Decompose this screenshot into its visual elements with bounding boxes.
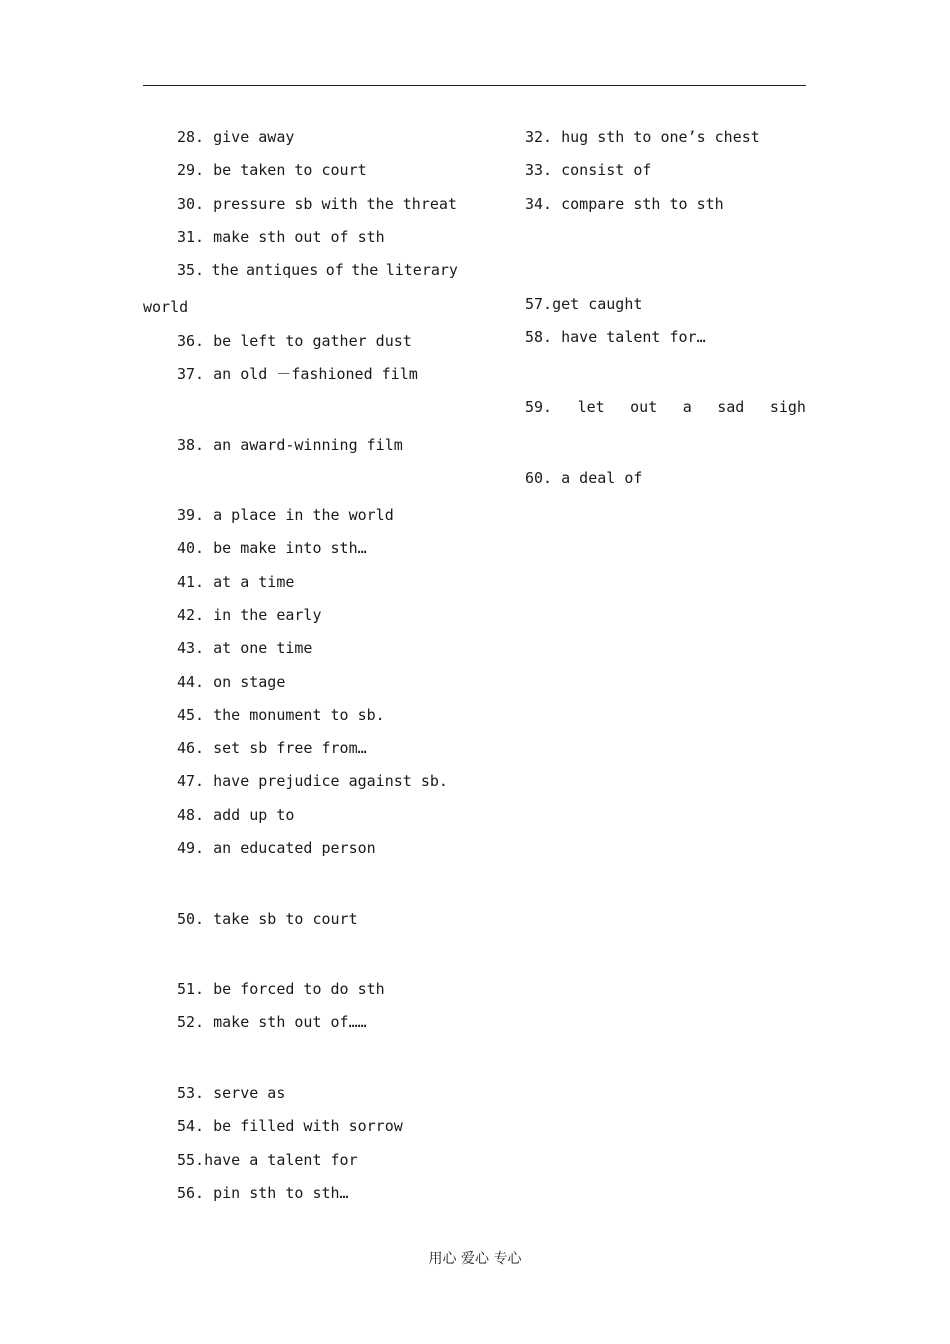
phrase-60: 60. a deal of xyxy=(525,469,643,487)
phrase-41: 41. at a time xyxy=(177,573,295,591)
phrase-40: 40. be make into sth… xyxy=(177,539,367,557)
phrase-28: 28. give away xyxy=(177,128,295,146)
phrase-35-word: antiques xyxy=(246,261,319,279)
phrase-38: 38. an award-winning film xyxy=(177,436,403,454)
phrase-59-word: out xyxy=(630,398,658,416)
phrase-59-number: 59. xyxy=(525,398,553,416)
page-footer: 用心 爱心 专心 xyxy=(428,1251,522,1267)
phrase-56: 56. pin sth to sth… xyxy=(177,1184,349,1202)
phrase-46: 46. set sb free from… xyxy=(177,739,367,757)
phrase-43: 43. at one time xyxy=(177,639,313,657)
phrase-36: 36. be left to gather dust xyxy=(177,332,412,350)
phrase-37: 37. an old －fashioned film xyxy=(177,365,418,383)
phrase-48: 48. add up to xyxy=(177,806,295,824)
phrase-32: 32. hug sth to one’s chest xyxy=(525,128,760,146)
phrase-58: 58. have talent for… xyxy=(525,328,706,346)
phrase-29: 29. be taken to court xyxy=(177,161,367,179)
phrase-49: 49. an educated person xyxy=(177,839,376,857)
phrase-31: 31. make sth out of sth xyxy=(177,228,385,246)
phrase-57: 57.get caught xyxy=(525,295,643,313)
phrase-30: 30. pressure sb with the threat xyxy=(177,195,457,213)
phrase-55: 55.have a talent for xyxy=(177,1151,358,1169)
phrase-52: 52. make sth out of…… xyxy=(177,1013,367,1031)
phrase-35-word: of xyxy=(325,261,344,279)
phrase-34: 34. compare sth to sth xyxy=(525,195,724,213)
phrase-35-continuation: world xyxy=(143,298,189,316)
phrase-47: 47. have prejudice against sb. xyxy=(177,772,448,790)
phrase-35-word: literary xyxy=(385,261,458,279)
phrase-39: 39. a place in the world xyxy=(177,506,394,524)
header-rule xyxy=(143,85,806,86)
phrase-59 xyxy=(525,397,806,417)
phrase-44: 44. on stage xyxy=(177,673,286,691)
phrase-59-word: let xyxy=(577,398,605,416)
phrase-35-word: the xyxy=(351,261,379,279)
phrase-35-word: the xyxy=(211,261,239,279)
phrase-54: 54. be filled with sorrow xyxy=(177,1117,403,1135)
phrase-35-number: 35. xyxy=(177,261,205,279)
phrase-59-word: sad xyxy=(717,398,745,416)
phrase-59-word: sigh xyxy=(769,398,806,416)
phrase-51: 51. be forced to do sth xyxy=(177,980,385,998)
phrase-45: 45. the monument to sb. xyxy=(177,706,385,724)
phrase-53: 53. serve as xyxy=(177,1084,286,1102)
phrase-35 xyxy=(177,260,458,280)
phrase-50: 50. take sb to court xyxy=(177,910,358,928)
phrase-59-word: a xyxy=(682,398,692,416)
phrase-42: 42. in the early xyxy=(177,606,322,624)
phrase-33: 33. consist of xyxy=(525,161,652,179)
